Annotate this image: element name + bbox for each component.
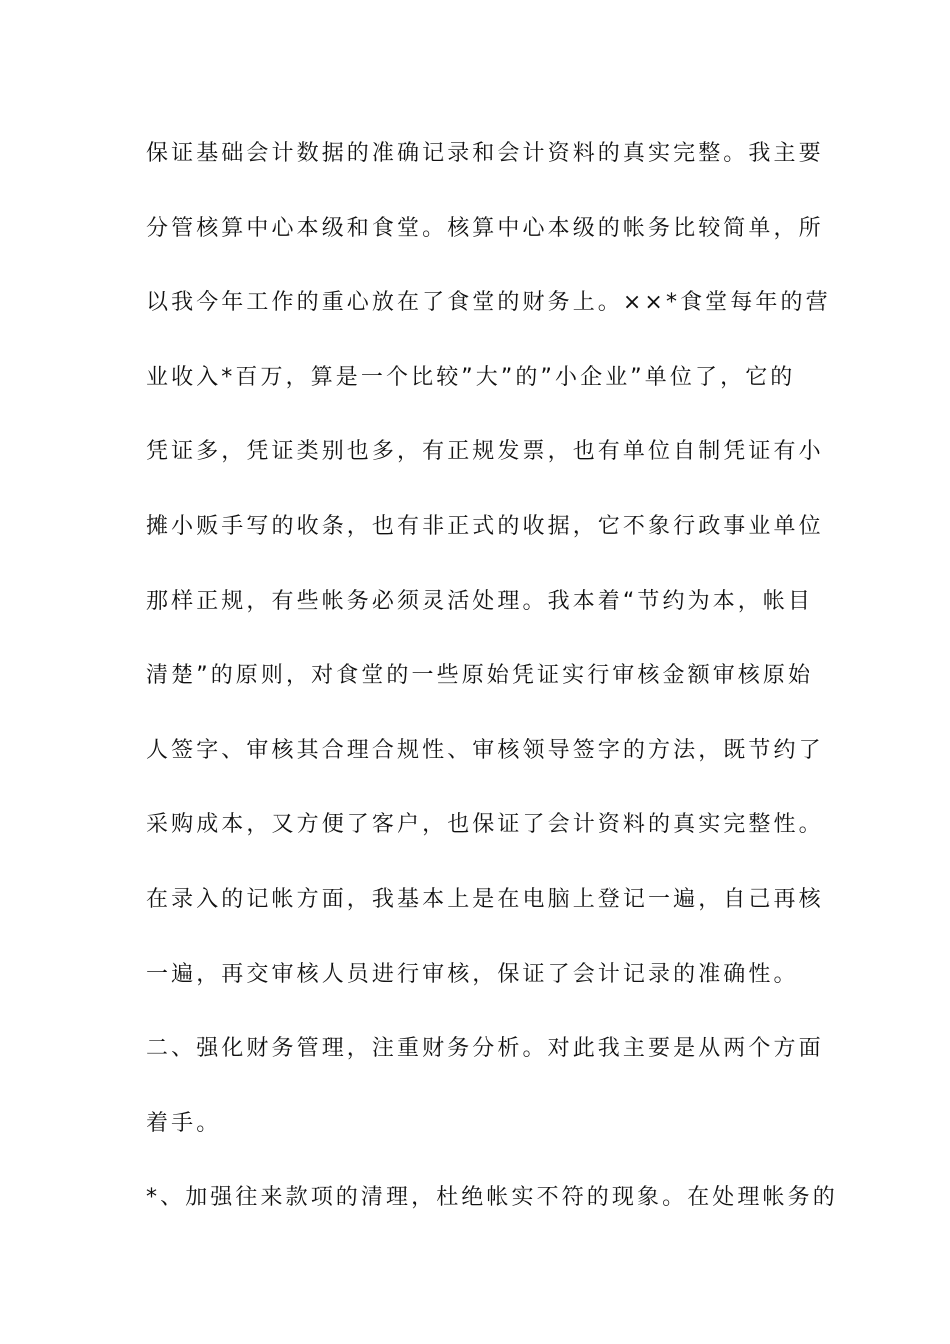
text-line: 保证基础会计数据的准确记录和会计资料的真实完整。我主要: [146, 141, 824, 166]
text-line: 着手。: [146, 1110, 222, 1136]
text-line: 清楚”的原则，对食堂的一些原始凭证实行审核金额审核原始: [146, 663, 814, 689]
text-line: 在录入的记帐方面，我基本上是在电脑上登记一遍，自己再核: [146, 886, 824, 912]
text-line: 摊小贩手写的收条，也有非正式的收据，它不象行政事业单位: [146, 513, 824, 539]
text-line: 凭证多，凭证类别也多，有正规发票，也有单位自制凭证有小: [146, 439, 824, 465]
text-line: 一遍，再交审核人员进行审核，保证了会计记录的准确性。: [146, 961, 799, 987]
section-heading: 二、强化财务管理，注重财务分析。对此我主要是从两个方面: [146, 1036, 824, 1062]
text-line: 那样正规，有些帐务必须灵活处理。我本着“节约为本，帐目: [146, 588, 814, 614]
text-line: 人签字、审核其合理合规性、审核领导签字的方法，既节约了: [146, 737, 824, 763]
text-line: 采购成本，又方便了客户，也保证了会计资料的真实完整性。: [146, 812, 824, 838]
body-text: [146, 132, 838, 1251]
text-line: 以我今年工作的重心放在了食堂的财务上。××*食堂每年的营: [146, 290, 831, 316]
text-line: *、加强往来款项的清理，杜绝帐实不符的现象。在处理帐务的: [146, 1185, 838, 1211]
text-line: 分管核算中心本级和食堂。核算中心本级的帐务比较简单，所: [146, 215, 824, 241]
text-line: 业收入*百万，算是一个比较”大”的”小企业”单位了，它的: [146, 364, 796, 390]
